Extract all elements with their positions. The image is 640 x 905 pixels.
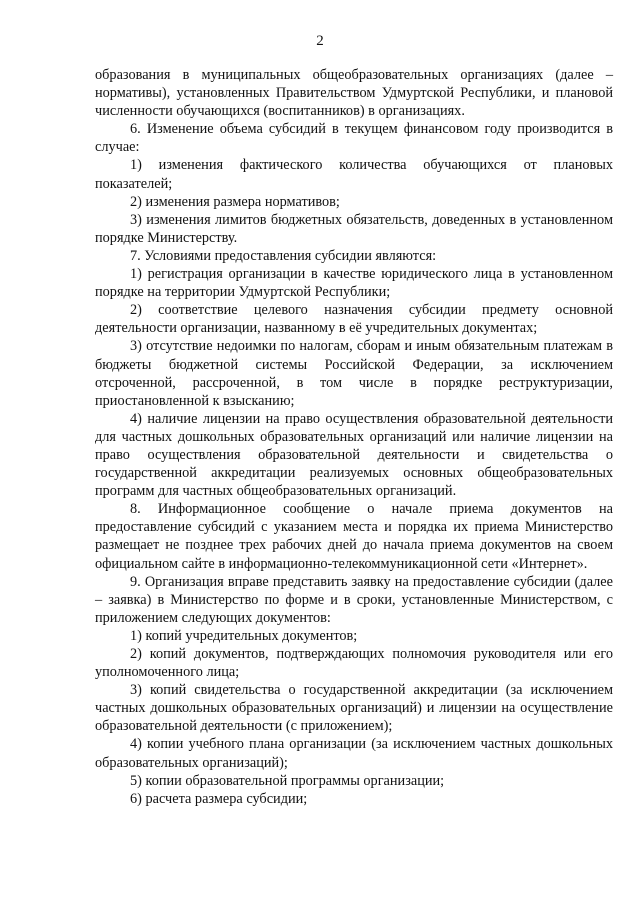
paragraph-9: 9. Организация вправе представить заявку на предоставление субсидии (далее – заявка) в Министерство по форме и в сроки, установленные Министерством, с приложением следующих документов: xyxy=(95,573,613,626)
list-item-7-4: 4) наличие лицензии на право осуществления образовательной деятельности для частных дошкольных образовательных организаций или наличие лицензии на право осуществления образовательной деятельности и свидетельства о государственной аккредитации реализуемых основных общеобразовательных программ для частных общеобразовательных организаций. xyxy=(95,410,613,500)
list-item-7-3: 3) отсутствие недоимки по налогам, сборам и иным обязательным платежам в бюджеты бюджетной системы Российской Федерации, за исключением отсроченной, рассроченной, в том числе в порядке реструктуризации, приостановленной к взысканию; xyxy=(95,338,613,409)
list-item-9-2: 2) копий документов, подтверждающих полномочия руководителя или его уполномоченного лица; xyxy=(95,646,613,681)
list-item-9-5: 5) копии образовательной программы организации; xyxy=(130,772,445,789)
paragraph-6: 6. Изменение объема субсидий в текущем финансовом году производится в случае: xyxy=(95,121,613,156)
page-number: 2 xyxy=(316,33,324,49)
list-item-7-2: 2) соответствие целевого назначения субсидии предмету основной деятельности организации, названному в её учредительных документах; xyxy=(95,302,613,337)
list-item-9-4: 4) копии учебного плана организации (за исключением частных дошкольных образовательных организаций); xyxy=(95,736,613,771)
paragraph-7: 7. Условиями предоставления субсидии являются: xyxy=(130,247,437,264)
document-body xyxy=(95,66,613,808)
list-item-7-1: 1) регистрация организации в качестве юридического лица в установленном порядке на территории Удмуртской Республики; xyxy=(95,266,613,301)
paragraph-8: 8. Информационное сообщение о начале приема документов на предоставление субсидий с указанием места и порядка их приема Министерство размещает не позднее трех рабочих дней до начала приема документов на своем официальном сайте в информационно-телекоммуникационной сети «Интернет». xyxy=(95,501,613,572)
list-item-6-2: 2) изменения размера нормативов; xyxy=(130,193,340,210)
list-item-9-1: 1) копий учредительных документов; xyxy=(130,627,358,644)
list-item-9-6: 6) расчета размера субсидии; xyxy=(130,790,308,807)
paragraph-continuation: образования в муниципальных общеобразовательных организациях (далее – нормативы), установленных Правительством Удмуртской Республики, и плановой численности обучающихся (воспитанников) в организациях. xyxy=(95,67,613,120)
list-item-6-3: 3) изменения лимитов бюджетных обязательств, доведенных в установленном порядке Министерству. xyxy=(95,211,613,246)
list-item-9-3: 3) копий свидетельства о государственной аккредитации (за исключением частных дошкольных образовательных организаций) и лицензии на осуществление образовательной деятельности (с приложением); xyxy=(95,682,613,735)
list-item-6-1: 1) изменения фактического количества обучающихся от плановых показателей; xyxy=(95,157,613,192)
